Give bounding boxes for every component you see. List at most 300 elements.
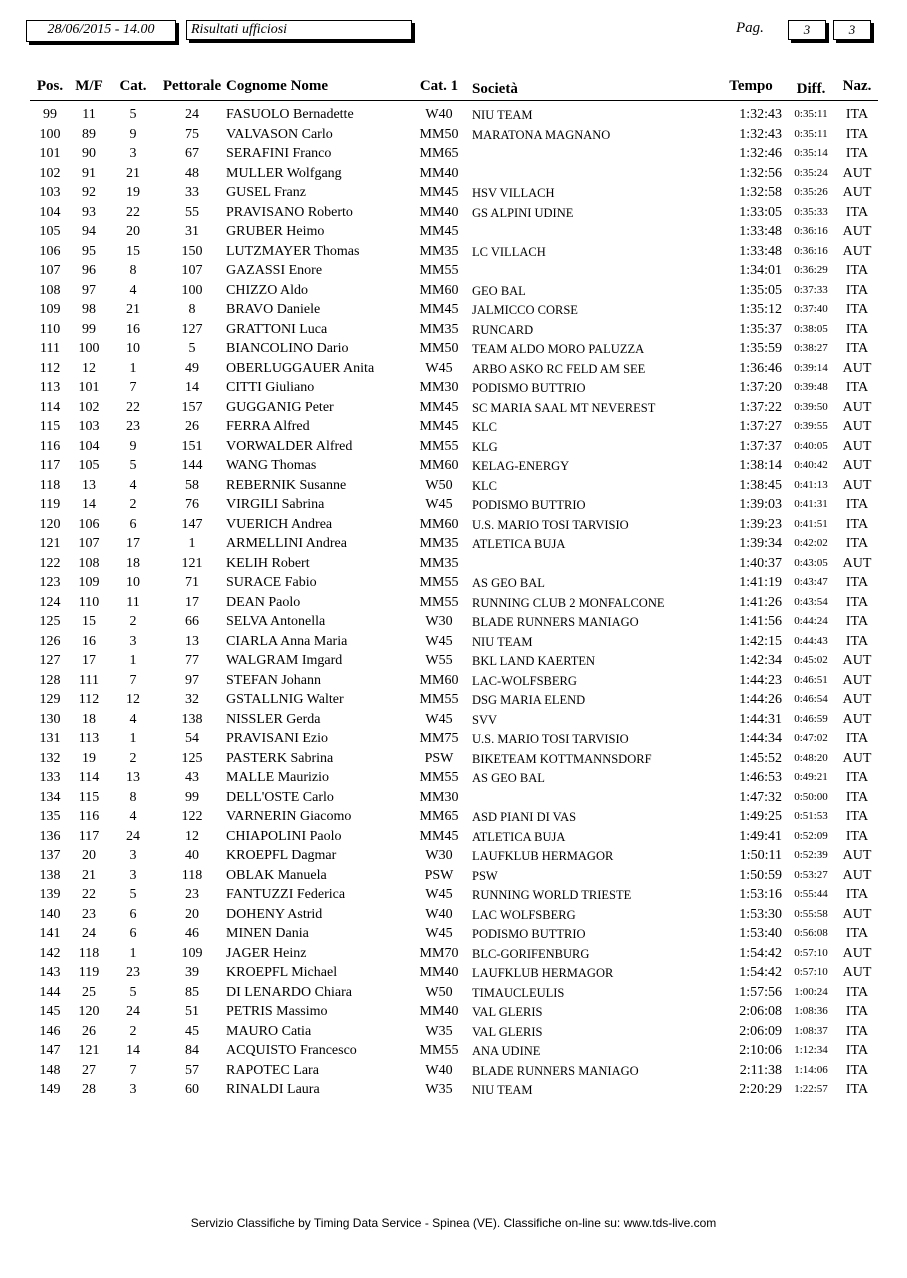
cell-pett: 122 — [181, 809, 203, 824]
cell-soc: RUNNING CLUB 2 MONFALCONE — [472, 595, 665, 610]
cell-mf: 22 — [82, 887, 96, 902]
cell-pett: 26 — [185, 419, 199, 434]
cell-tempo: 1:32:56 — [739, 165, 782, 181]
cell-diff: 0:41:51 — [794, 517, 828, 530]
cell-cat1: W45 — [425, 360, 453, 376]
cell-name: VARNERIN Giacomo — [226, 809, 352, 824]
cell-mf: 25 — [82, 984, 96, 1000]
cell-cat: 8 — [129, 263, 137, 278]
table-row — [0, 729, 907, 749]
cell-tempo: 1:37:27 — [739, 419, 782, 434]
table-row — [0, 417, 907, 437]
cell-pett: 67 — [185, 146, 199, 161]
cell-diff: 0:57:10 — [794, 966, 828, 978]
cell-name: STEFAN Johann — [226, 672, 322, 688]
cell-cat: 14 — [126, 1043, 140, 1058]
cell-cat: 2 — [129, 497, 137, 512]
cell-name: SELVA Antonella — [226, 614, 326, 629]
cell-tempo: 1:39:23 — [739, 516, 782, 532]
cell-naz: AUT — [842, 165, 872, 181]
cell-tempo: 1:40:37 — [739, 555, 782, 571]
cell-mf: 12 — [82, 360, 96, 376]
cell-naz: AUT — [842, 965, 872, 980]
cell-soc: U.S. MARIO TOSI TARVISIO — [472, 732, 629, 746]
cell-mf: 107 — [78, 536, 100, 551]
cell-tempo: 1:35:05 — [739, 282, 782, 298]
cell-mf: 89 — [82, 126, 96, 142]
cell-cat1: MM35 — [419, 555, 459, 571]
cell-naz: ITA — [845, 126, 869, 142]
cell-cat1: W45 — [425, 926, 453, 941]
table-row — [0, 359, 907, 379]
cell-pos: 100 — [39, 126, 61, 142]
cell-cat1: W50 — [425, 984, 453, 1000]
cell-tempo: 1:42:15 — [739, 633, 782, 649]
cell-cat1: W30 — [425, 848, 453, 863]
table-row — [0, 554, 907, 574]
cell-pett: 5 — [188, 341, 196, 356]
cell-pett: 97 — [185, 672, 199, 688]
cell-naz: ITA — [845, 731, 869, 746]
cell-pos: 124 — [39, 594, 61, 610]
cell-mf: 15 — [82, 614, 96, 629]
cell-pett: 40 — [185, 848, 199, 863]
cell-name: OBERLUGGAUER Anita — [226, 360, 375, 376]
cell-naz: AUT — [842, 555, 872, 571]
cell-cat: 6 — [129, 906, 137, 922]
cell-name: RINALDI Laura — [226, 1082, 320, 1097]
cell-tempo: 2:06:08 — [739, 1004, 782, 1019]
cell-mf: 19 — [82, 750, 96, 766]
cell-naz: AUT — [842, 848, 872, 863]
cell-diff: 0:56:08 — [794, 927, 828, 939]
cell-cat: 22 — [126, 204, 140, 220]
cell-naz: AUT — [842, 867, 872, 883]
cell-diff: 0:50:00 — [794, 790, 828, 803]
cell-tempo: 1:50:11 — [739, 848, 782, 863]
cell-name: NISSLER Gerda — [226, 711, 321, 727]
cell-cat1: MM45 — [419, 399, 459, 415]
cell-tempo: 1:32:43 — [739, 126, 782, 142]
cell-soc: GS ALPINI UDINE — [472, 205, 574, 220]
cell-pett: 76 — [185, 497, 199, 512]
cell-diff: 1:14:06 — [794, 1063, 828, 1076]
cell-mf: 116 — [78, 809, 100, 824]
cell-mf: 105 — [78, 458, 100, 473]
cell-cat: 19 — [126, 185, 140, 200]
cell-pett: 57 — [185, 1062, 199, 1078]
cell-naz: ITA — [845, 1004, 869, 1019]
cell-mf: 101 — [78, 380, 100, 395]
cell-mf: 113 — [78, 731, 100, 746]
cell-pett: 144 — [181, 458, 203, 473]
cell-soc: BLADE RUNNERS MANIAGO — [472, 615, 639, 629]
cell-tempo: 1:44:23 — [739, 672, 782, 688]
cell-soc: SC MARIA SAAL MT NEVEREST — [472, 400, 656, 415]
cell-cat: 15 — [126, 243, 140, 259]
cell-name: GAZASSI Enore — [226, 263, 323, 278]
cell-tempo: 1:46:53 — [739, 770, 782, 785]
cell-tempo: 1:39:34 — [739, 536, 782, 551]
cell-cat1: W30 — [425, 614, 453, 629]
cell-name: KELIH Robert — [226, 555, 310, 571]
cell-tempo: 2:06:09 — [739, 1023, 782, 1039]
cell-cat1: W50 — [425, 477, 453, 493]
cell-name: GRATTONI Luca — [226, 321, 328, 337]
cell-tempo: 1:53:16 — [739, 887, 782, 902]
cell-soc: NIU TEAM — [472, 1083, 533, 1097]
cell-diff: 0:37:40 — [794, 303, 828, 315]
cell-naz: AUT — [842, 243, 872, 259]
cell-pett: 151 — [181, 438, 203, 454]
cell-naz: AUT — [842, 692, 872, 707]
cell-naz: AUT — [842, 672, 872, 688]
cell-cat1: MM60 — [419, 282, 459, 298]
cell-pett: 157 — [181, 399, 203, 415]
cell-soc: LAC-WOLFSBERG — [472, 673, 577, 688]
cell-soc: GEO BAL — [472, 283, 526, 298]
cell-name: VUERICH Andrea — [226, 516, 333, 532]
col-mf: M/F — [75, 78, 103, 94]
cell-diff: 0:43:47 — [794, 576, 828, 588]
cell-pos: 114 — [39, 399, 61, 415]
cell-pos: 111 — [40, 341, 60, 356]
cell-mf: 115 — [78, 789, 100, 805]
cell-mf: 23 — [82, 906, 96, 922]
cell-diff: 0:39:55 — [794, 420, 828, 432]
cell-tempo: 1:35:12 — [739, 302, 782, 317]
cell-tempo: 1:44:26 — [739, 692, 782, 707]
cell-pos: 120 — [39, 516, 61, 532]
cell-name: CHIZZO Aldo — [226, 282, 309, 298]
cell-diff: 0:45:02 — [794, 654, 828, 666]
cell-cat1: MM65 — [419, 146, 459, 161]
cell-naz: ITA — [845, 1082, 869, 1097]
table-row — [0, 885, 907, 905]
cell-pos: 108 — [39, 282, 61, 298]
cell-soc: AS GEO BAL — [472, 771, 545, 785]
cell-diff: 0:39:48 — [794, 381, 828, 393]
cell-naz: ITA — [845, 497, 869, 512]
cell-cat1: MM45 — [419, 302, 459, 317]
cell-pos: 122 — [39, 555, 61, 571]
cell-pett: 39 — [185, 965, 199, 980]
page-total: 3 — [833, 20, 871, 40]
cell-pos: 144 — [39, 984, 61, 1000]
table-row — [0, 1061, 907, 1081]
cell-cat1: W40 — [425, 107, 453, 122]
cell-mf: 118 — [78, 945, 100, 961]
cell-diff: 1:22:57 — [794, 1083, 828, 1095]
cell-name: WALGRAM Imgard — [226, 653, 343, 668]
cell-pett: 45 — [185, 1023, 199, 1039]
cell-cat: 11 — [126, 594, 140, 610]
cell-diff: 0:41:13 — [794, 478, 828, 491]
cell-cat: 3 — [129, 1082, 137, 1097]
cell-pett: 60 — [185, 1082, 199, 1097]
cell-pos: 119 — [39, 497, 61, 512]
cell-soc: KLC — [472, 478, 497, 493]
table-row — [0, 125, 907, 145]
table-row — [0, 827, 907, 847]
cell-name: PRAVISANO Roberto — [226, 204, 353, 220]
table-row — [0, 281, 907, 301]
cell-cat: 1 — [129, 731, 137, 746]
cell-pos: 133 — [39, 770, 61, 785]
cell-pos: 132 — [39, 750, 61, 766]
cell-name: MULLER Wolfgang — [226, 165, 342, 181]
cell-mf: 102 — [78, 399, 100, 415]
cell-cat1: MM55 — [419, 692, 459, 707]
cell-naz: ITA — [845, 282, 869, 298]
page-label: Pag. — [736, 20, 764, 36]
cell-pett: 138 — [181, 711, 203, 727]
cell-diff: 0:35:26 — [794, 186, 828, 198]
cell-diff: 0:47:02 — [794, 732, 828, 744]
cell-name: MAURO Catia — [226, 1023, 312, 1039]
cell-pos: 103 — [39, 185, 61, 200]
cell-naz: ITA — [845, 302, 869, 317]
cell-cat1: MM40 — [419, 204, 459, 220]
cell-soc: MARATONA MAGNANO — [472, 127, 611, 142]
cell-name: OBLAK Manuela — [226, 867, 327, 883]
cell-pett: 12 — [185, 828, 199, 844]
cell-soc: KELAG-ENERGY — [472, 459, 570, 473]
cell-cat1: PSW — [424, 750, 454, 766]
cell-naz: ITA — [845, 1062, 869, 1078]
date-box: 28/06/2015 - 14.00 — [26, 20, 176, 42]
cell-cat: 3 — [129, 848, 137, 863]
cell-pos: 148 — [39, 1062, 61, 1078]
cell-pett: 150 — [181, 243, 203, 259]
table-row — [0, 300, 907, 320]
cell-pett: 49 — [185, 360, 199, 376]
col-pettorale: Pettorale — [162, 78, 222, 94]
cell-name: DELL'OSTE Carlo — [226, 789, 334, 805]
cell-cat: 12 — [126, 692, 140, 707]
cell-pett: 20 — [185, 906, 199, 922]
cell-soc: NIU TEAM — [472, 108, 533, 122]
cell-mf: 106 — [78, 516, 100, 532]
cell-cat: 9 — [129, 438, 137, 454]
table-row — [0, 261, 907, 281]
cell-cat: 21 — [126, 302, 140, 317]
cell-pett: 8 — [188, 302, 196, 317]
cell-cat: 7 — [129, 380, 137, 395]
cell-diff: 0:35:33 — [794, 205, 828, 218]
cell-cat1: W40 — [425, 906, 453, 922]
cell-mf: 24 — [82, 926, 96, 941]
cell-soc: LAUFKLUB HERMAGOR — [472, 849, 614, 863]
cell-name: CHIAPOLINI Paolo — [226, 828, 342, 844]
table-row — [0, 222, 907, 242]
cell-naz: ITA — [845, 809, 869, 824]
cell-tempo: 1:45:52 — [739, 750, 782, 766]
cell-naz: AUT — [842, 399, 872, 415]
cell-tempo: 1:41:26 — [739, 594, 782, 610]
cell-soc: TEAM ALDO MORO PALUZZA — [472, 342, 645, 356]
cell-cat1: MM55 — [419, 575, 459, 590]
cell-mf: 17 — [82, 653, 96, 668]
cell-mf: 90 — [82, 146, 96, 161]
cell-pett: 99 — [185, 789, 199, 805]
cell-mf: 28 — [82, 1082, 96, 1097]
cell-naz: AUT — [842, 711, 872, 727]
cell-tempo: 1:37:22 — [739, 399, 782, 415]
cell-diff: 0:46:51 — [794, 673, 828, 686]
cell-mf: 14 — [82, 497, 96, 512]
table-row — [0, 963, 907, 983]
cell-pos: 129 — [39, 692, 61, 707]
cell-soc: U.S. MARIO TOSI TARVISIO — [472, 517, 629, 532]
cell-pos: 112 — [39, 360, 61, 376]
cell-pett: 48 — [185, 165, 199, 181]
cell-cat: 3 — [129, 867, 137, 883]
cell-cat1: MM60 — [419, 458, 459, 473]
cell-pos: 128 — [39, 672, 61, 688]
cell-tempo: 1:38:45 — [739, 477, 782, 493]
cell-soc: PODISMO BUTTRIO — [472, 927, 586, 941]
cell-soc: LAC WOLFSBERG — [472, 907, 576, 922]
cell-naz: ITA — [845, 204, 869, 220]
cell-name: GUGGANIG Peter — [226, 399, 334, 415]
cell-name: SERAFINI Franco — [226, 146, 332, 161]
cell-mf: 103 — [78, 419, 100, 434]
cell-soc: HSV VILLACH — [472, 186, 555, 200]
cell-soc: ARBO ASKO RC FELD AM SEE — [472, 361, 646, 376]
cell-cat: 6 — [129, 926, 137, 941]
cell-name: VORWALDER Alfred — [226, 438, 353, 454]
cell-pos: 125 — [39, 614, 61, 629]
cell-diff: 0:36:29 — [794, 264, 828, 276]
cell-name: VIRGILI Sabrina — [226, 497, 325, 512]
cell-name: GRUBER Heimo — [226, 224, 325, 239]
cell-pett: 75 — [185, 126, 199, 142]
page-current: 3 — [788, 20, 826, 40]
table-row — [0, 105, 907, 125]
cell-pos: 118 — [39, 477, 61, 493]
cell-tempo: 1:44:34 — [739, 731, 782, 746]
cell-naz: ITA — [845, 770, 869, 785]
cell-name: BRAVO Daniele — [226, 302, 321, 317]
cell-soc: RUNCARD — [472, 322, 534, 337]
cell-name: RAPOTEC Lara — [226, 1062, 319, 1078]
col-cat: Cat. — [119, 78, 147, 94]
cell-soc: RUNNING WORLD TRIESTE — [472, 888, 632, 902]
cell-pett: 121 — [181, 555, 203, 571]
cell-pett: 1 — [188, 536, 196, 551]
cell-cat1: W45 — [425, 497, 453, 512]
cell-naz: AUT — [842, 419, 872, 434]
cell-name: MALLE Maurizio — [226, 770, 330, 785]
cell-name: PETRIS Massimo — [226, 1004, 328, 1019]
table-row — [0, 651, 907, 671]
cell-diff: 0:48:20 — [794, 751, 828, 764]
cell-tempo: 1:41:19 — [739, 575, 782, 590]
cell-cat1: MM45 — [419, 828, 459, 844]
cell-soc: DSG MARIA ELEND — [472, 693, 586, 707]
cell-name: DEAN Paolo — [226, 594, 301, 610]
cell-diff: 0:37:33 — [794, 283, 828, 296]
col-societa: Società — [472, 81, 518, 97]
cell-mf: 94 — [82, 224, 96, 239]
cell-pos: 102 — [39, 165, 61, 181]
cell-diff: 1:00:24 — [794, 985, 828, 998]
cell-mf: 112 — [78, 692, 100, 707]
cell-tempo: 2:11:38 — [739, 1062, 782, 1078]
cell-naz: ITA — [845, 321, 869, 337]
cell-name: ARMELLINI Andrea — [226, 536, 347, 551]
cell-soc: VAL GLERIS — [472, 1024, 543, 1039]
cell-naz: AUT — [842, 224, 872, 239]
cell-mf: 121 — [78, 1043, 100, 1058]
cell-diff: 0:46:54 — [794, 693, 828, 705]
cell-cat: 1 — [129, 360, 137, 376]
cell-naz: AUT — [842, 438, 872, 454]
cell-cat1: MM65 — [419, 809, 459, 824]
cell-cat: 10 — [126, 341, 140, 356]
cell-diff: 0:52:09 — [794, 829, 828, 842]
cell-naz: ITA — [845, 633, 869, 649]
cell-pett: 147 — [181, 516, 203, 532]
cell-pett: 100 — [181, 282, 203, 298]
cell-soc: BLADE RUNNERS MANIAGO — [472, 1063, 639, 1078]
cell-pett: 14 — [185, 380, 199, 395]
cell-cat1: MM75 — [419, 731, 459, 746]
cell-tempo: 1:32:43 — [739, 107, 782, 122]
cell-cat1: MM45 — [419, 224, 459, 239]
cell-cat: 18 — [126, 555, 140, 571]
cell-mf: 98 — [82, 302, 96, 317]
cell-pett: 24 — [185, 107, 199, 122]
cell-name: FASUOLO Bernadette — [226, 107, 354, 122]
cell-tempo: 2:10:06 — [739, 1043, 782, 1058]
cell-name: KROEPFL Dagmar — [226, 848, 337, 863]
cell-naz: AUT — [842, 477, 872, 493]
cell-name: BIANCOLINO Dario — [226, 341, 349, 356]
cell-diff: 0:53:27 — [794, 868, 828, 881]
cell-cat: 2 — [129, 750, 137, 766]
cell-mf: 100 — [78, 341, 100, 356]
table-row — [0, 983, 907, 1003]
cell-cat: 4 — [129, 477, 137, 493]
table-row — [0, 593, 907, 613]
cell-diff: 1:08:37 — [794, 1024, 828, 1037]
cell-soc: ASD PIANI DI VAS — [472, 810, 577, 824]
cell-cat: 24 — [126, 1004, 140, 1019]
cell-cat1: PSW — [424, 867, 454, 883]
table-row — [0, 671, 907, 691]
cell-pett: 43 — [185, 770, 199, 785]
cell-cat1: MM30 — [419, 789, 459, 805]
table-row — [0, 495, 907, 515]
cell-naz: AUT — [842, 360, 872, 376]
cell-naz: ITA — [845, 575, 869, 590]
cell-name: KROEPFL Michael — [226, 965, 338, 980]
cell-cat1: MM55 — [419, 594, 459, 610]
cell-soc: BIKETEAM KOTTMANNSDORF — [472, 751, 652, 766]
cell-tempo: 2:20:29 — [739, 1082, 782, 1097]
table-row — [0, 807, 907, 827]
cell-mf: 27 — [82, 1062, 96, 1078]
cell-tempo: 1:47:32 — [739, 789, 782, 805]
cell-diff: 0:40:05 — [794, 439, 828, 452]
cell-cat1: MM55 — [419, 438, 459, 454]
cell-pos: 107 — [39, 263, 61, 278]
cell-naz: AUT — [842, 750, 872, 766]
cell-cat: 16 — [126, 321, 140, 337]
cell-diff: 1:08:36 — [794, 1005, 828, 1017]
